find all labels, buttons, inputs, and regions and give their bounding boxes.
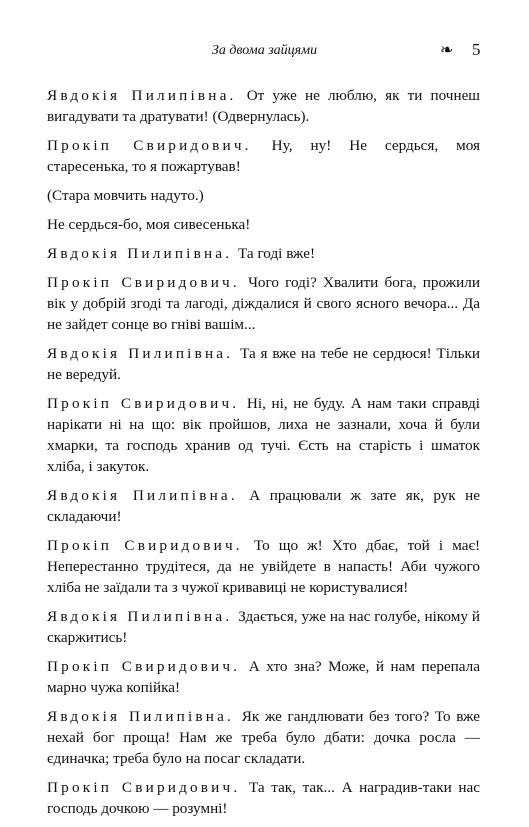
speaker-name: Явдокія Пилипівна.: [47, 245, 233, 262]
stage-direction: [47, 185, 480, 206]
line-text: От уже не люблю, як ти почнеш вигадувати та дратувати! (Одвернулась).: [47, 87, 481, 125]
speaker-name: Прокіп Свиридович.: [47, 137, 252, 154]
dialogue-line: [47, 272, 480, 335]
speaker-name: Прокіп Свиридович.: [47, 658, 241, 675]
line-text: То що ж! Хто дбає, той і має! Неперестанно трудітеся, да не увійдете в напасть! Аби чужого хліба не заїдали та з чужої кривавиці не користувалися!: [47, 537, 481, 596]
line-text: Чого годі? Хвалити бога, прожили вік у добрій згоді та лагоді, діждалися й свого ясного вечора... Да не зайдет сонце во гніві вашім...: [47, 274, 481, 333]
dialogue-line: [47, 85, 480, 127]
dialogue-line: [47, 777, 480, 819]
line-text: Як же гандлювати без того? То вже нехай бог проща! Нам же треба було дбати: дочка росла — єдиначка; треба було на посаг складати.: [47, 708, 481, 767]
line-text: Не сердься-бо, моя сивесенька!: [47, 216, 251, 233]
speaker-name: Прокіп Свиридович.: [47, 274, 240, 291]
dialogue-line: [47, 243, 480, 264]
stage-direction: [47, 214, 480, 235]
running-title: За двома зайцями: [211, 43, 318, 58]
dialogue-line: [47, 535, 480, 598]
page-number: 5: [472, 40, 481, 59]
dialogue-line: [47, 656, 480, 698]
speaker-name: Явдокія Пилипівна.: [47, 345, 234, 362]
speaker-name: Явдокія Пилипівна.: [47, 708, 235, 725]
line-text: Та так, так... А нагрaдив-таки нас господь дочкою — розумні!: [47, 779, 481, 817]
line-text: (Стара мовчить надуто.): [47, 187, 204, 204]
line-text: Ні, ні, не буду. А нам таки справді нарікати ні на що: вік пройшов, лиха не зазнали, хоча й були хмарки, та господь хранив од тучі. Єсть на старість і шматок хліба, і закуток.: [47, 395, 480, 475]
speaker-name: Прокіп Свиридович.: [47, 779, 241, 796]
line-text: Та я вже на тебе не сердюся! Тільки не вередуй.: [47, 345, 481, 383]
play-text: [47, 85, 480, 827]
line-text: Та годі вже!: [238, 245, 316, 262]
speaker-name: Прокіп Свиридович.: [47, 395, 240, 412]
line-text: А хто зна? Може, й нам перепала марно чужа копійка!: [47, 658, 481, 696]
dialogue-line: [47, 343, 480, 385]
fleuron-icon: ❧: [440, 42, 454, 59]
page-header: [0, 40, 529, 64]
line-text: Здається, уже на нас голубе, нікому й скаржитись!: [47, 608, 480, 646]
speaker-name: Явдокія Пилипівна.: [47, 87, 237, 104]
line-text: А працювали ж зате як, рук не складаючи!: [47, 487, 480, 525]
dialogue-line: [47, 135, 480, 177]
speaker-name: Явдокія Пилипівна.: [47, 608, 233, 625]
line-text: Ну, ну! Не сердься, моя старесенька, то я пожартував!: [47, 137, 481, 175]
dialogue-line: [47, 606, 480, 648]
speaker-name: Явдокія Пилипівна.: [47, 487, 238, 504]
dialogue-line: [47, 706, 480, 769]
dialogue-line: [47, 485, 480, 527]
speaker-name: Прокіп Свиридович.: [47, 537, 243, 554]
dialogue-line: [47, 393, 480, 477]
